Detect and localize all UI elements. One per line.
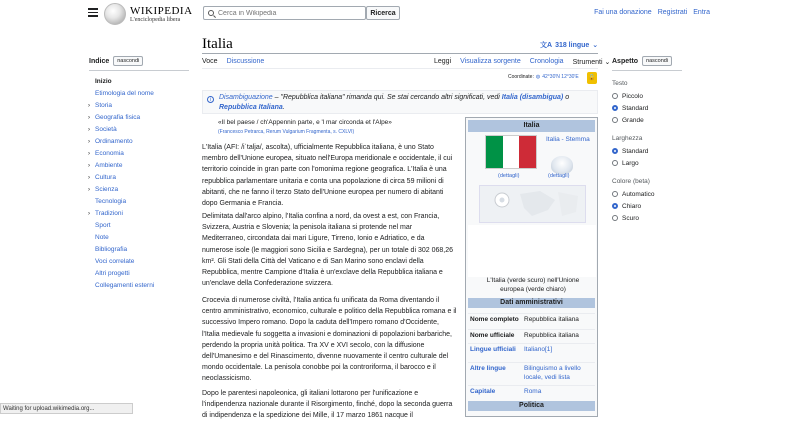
protection-lock-icon[interactable]: 🔒 (587, 72, 597, 84)
radio-label: Chiaro (622, 202, 642, 210)
toc-item-label: Tecnologia (95, 198, 127, 205)
toc-item[interactable] (89, 76, 189, 88)
radio-option[interactable] (612, 200, 682, 212)
radio-button-icon[interactable] (612, 105, 618, 111)
appearance-title: Aspetto (612, 57, 639, 65)
flag-red-band (519, 136, 536, 168)
infobox-value[interactable]: Italiano[1] (524, 346, 553, 353)
infobox-key: Nome completo (470, 316, 519, 323)
toc-item[interactable] (89, 88, 189, 100)
header (0, 0, 800, 28)
flag-green-band (486, 136, 503, 168)
color-label: Colore (beta) (612, 178, 650, 185)
tab-discussione[interactable]: Discussione (226, 58, 265, 65)
language-count: 318 lingue (555, 41, 590, 49)
width-options (612, 145, 682, 169)
paragraph-1: L'Italia (AFI: /iˈtalja/, ascolta), ufficialmente Repubblica italiana, è uno Stato membro dell'Unione europea, situato nell'Europa meridionale e occidentale, il cui territorio coincide in gran parte con l'omonima regione geografica. L'Italia è una repubblica parlamentare unitaria e conta una popolazione di circa 59 milioni di abitanti, che ne fanno il terzo Stato dell'Unione europea per numero di abitanti dopo Germania e Francia. (202, 144, 453, 208)
color-options (612, 188, 682, 224)
toc-item[interactable] (89, 112, 189, 124)
chevron-right-icon[interactable]: › (88, 103, 90, 109)
chevron-down-icon: ⌄ (604, 59, 611, 66)
infobox-row (468, 362, 595, 382)
status-bar: Waiting for upload.wikimedia.org... (0, 403, 133, 414)
infobox-row (468, 313, 595, 324)
radio-button-icon[interactable] (612, 160, 618, 166)
infobox-section-politics: Politica (468, 401, 595, 411)
infobox-title: Italia (468, 120, 595, 132)
toc-item[interactable] (89, 100, 189, 112)
infobox-key[interactable]: Capitale (470, 388, 496, 395)
text-size-label: Testo (612, 80, 628, 87)
paragraph-2: Delimitata dall'arco alpino, l'Italia confina a nord, da ovest a est, con Francia, Svizzera, Austria e Slovenia; la penisola italiana si protende nel mar Mediterraneo, circondata dai mari Ligure, Tirreno, Ionio e Adriatico, e da numerose isole (le maggiori sono Sicilia e Sardegna), per un totale di 302 068,26 km². Gli Stati della Città del Vaticano e di San Marino sono enclavi della Repubblica, mentre Campione d'Italia è un'exclave della Repubblica italiana e un'enclave della Confederazione svizzera. (202, 213, 453, 288)
page-title: Italia (202, 36, 233, 52)
appearance-panel (612, 56, 682, 224)
radio-option[interactable] (612, 145, 682, 157)
toc-item-label: Etimologia del nome (95, 90, 154, 97)
chevron-down-icon: ⌄ (592, 42, 599, 49)
flag-white-band (503, 136, 520, 168)
radio-option[interactable] (612, 90, 682, 102)
info-icon: i (207, 96, 214, 103)
tabs-divider (202, 68, 598, 69)
language-button[interactable] (540, 40, 598, 50)
hatnote-link-repubblica[interactable]: Repubblica Italiana (219, 104, 283, 111)
register-link[interactable]: Registrati (657, 9, 688, 16)
radio-label: Scuro (622, 214, 639, 222)
toc-item[interactable] (89, 268, 189, 280)
radio-option[interactable] (612, 102, 682, 114)
infobox-value: Repubblica italiana (524, 332, 579, 339)
toc-item-label: Tradizioni (95, 210, 123, 217)
chevron-right-icon[interactable]: › (88, 163, 90, 169)
infobox-key[interactable]: Lingue ufficiali (470, 346, 516, 353)
logo-tagline: L'enciclopedia libera (130, 17, 181, 23)
donate-link[interactable]: Fai una donazione (594, 9, 652, 16)
logo-title[interactable]: WIKIPEDIA (130, 5, 193, 17)
chevron-right-icon[interactable]: › (88, 175, 90, 181)
europe-map-icon (480, 186, 587, 224)
coordinates-value[interactable]: 42°30′N 12°30′E (542, 74, 579, 80)
toc-item[interactable] (89, 244, 189, 256)
paragraph-4: Dopo le parentesi napoleonica, gli italiani lottarono per l'unificazione e l'indipendenza nazionale durante il Risorgimento, finché, dopo la seconda guerra di indipendenza e la spedizione dei Mille, il 17 marzo 1861 nacque il (202, 390, 453, 420)
chevron-right-icon[interactable]: › (88, 187, 90, 193)
toc-item-label: Voci correlate (95, 258, 135, 265)
radio-label: Standard (622, 147, 649, 155)
search-box[interactable] (203, 6, 366, 20)
disambiguation-hatnote (202, 90, 598, 114)
globe-icon: ◍ (535, 74, 541, 80)
epigraph-source[interactable]: (Francesco Petrarca, Rerum Vulgarium Fragmenta, s. CXLVI) (218, 129, 355, 135)
flag-of-italy[interactable] (485, 135, 537, 169)
coat-of-arms-image[interactable] (551, 156, 573, 174)
table-of-contents (89, 56, 189, 292)
tab-cronologia[interactable]: Cronologia (529, 58, 564, 65)
tab-visualizza-sorgente[interactable]: Visualizza sorgente (460, 58, 521, 65)
infobox-key[interactable]: Altre lingue (470, 365, 506, 372)
toc-item[interactable] (89, 256, 189, 268)
toc-item-label: Note (95, 234, 109, 241)
toc-item-label: Inizio (95, 78, 112, 85)
map-caption: L'Italia (verde scuro) nell'Unione europea (verde chiaro) (486, 277, 580, 293)
chevron-right-icon[interactable]: › (88, 139, 90, 145)
chevron-right-icon[interactable]: › (88, 151, 90, 157)
chevron-right-icon[interactable]: › (88, 127, 90, 133)
width-label: Larghezza (612, 135, 643, 142)
infobox-value[interactable]: Roma (524, 388, 542, 395)
toc-item-label: Economia (95, 150, 124, 157)
toc-title: Indice (89, 57, 110, 65)
infobox-key: Nome ufficiale (470, 332, 515, 339)
appearance-header (612, 56, 682, 71)
search-icon (208, 10, 214, 16)
radio-button-icon[interactable] (612, 93, 618, 99)
user-links (594, 9, 710, 16)
search-input[interactable] (218, 8, 358, 18)
infobox-value: Repubblica italiana (524, 316, 579, 323)
login-link[interactable]: Entra (693, 9, 710, 16)
hatnote-mid: o (563, 94, 570, 101)
toc-item-label: Ambiente (95, 162, 123, 169)
tools-label: Strumenti (572, 59, 603, 66)
toc-item-label: Sport (95, 222, 111, 229)
coordinates-label: Coordinate: (508, 74, 534, 80)
radio-label: Standard (622, 104, 649, 112)
disambiguation-link[interactable]: Disambiguazione (219, 94, 273, 101)
toc-item[interactable] (89, 280, 189, 292)
tab-voce[interactable]: Voce (202, 58, 218, 69)
toc-item[interactable] (89, 124, 189, 136)
hatnote-text: – "Repubblica italiana" rimanda qui. Se stai cercando altri significati, vedi (272, 94, 502, 101)
toc-item-label: Ordinamento (95, 138, 133, 145)
emblem-label[interactable]: Italia - Stemma (546, 136, 590, 143)
radio-option[interactable] (612, 114, 682, 126)
radio-button-icon[interactable] (612, 203, 618, 209)
tab-leggi[interactable]: Leggi (434, 58, 451, 69)
radio-option[interactable] (612, 188, 682, 200)
infobox-row (468, 385, 595, 396)
emblem-details-link[interactable]: (dettagli) (548, 173, 570, 179)
toc-item[interactable] (89, 196, 189, 208)
chevron-right-icon[interactable]: › (88, 211, 90, 217)
toc-item[interactable] (89, 232, 189, 244)
toc-item-label: Storia (95, 102, 112, 109)
toc-item[interactable] (89, 184, 189, 196)
toc-item-label: Società (95, 126, 117, 133)
toc-item[interactable] (89, 136, 189, 148)
radio-button-icon[interactable] (612, 117, 618, 123)
paragraph-3: Crocevia di numerose civiltà, l'Italia antica fu unificata da Roma diventando il centro amministrativo, economico, culturale e politico della Repubblica romana e il successivo Impero romano. Dopo la caduta dell'Impero romano d'Occidente, l'Italia medievale fu soggetta a invasioni e dominazioni di popolazioni barbariche, perdendo la propria unità politica. Tra XV e XVI secolo, con la diffusione dell'Umanesimo e del Rinascimento, divenne nuovamente il centro culturale del mondo occidentale. La penisola conobbe poi la controriforma, il barocco e il neoclassicismo. (202, 297, 457, 383)
toc-item[interactable] (89, 160, 189, 172)
toc-list (89, 76, 189, 292)
toc-item-label: Bibliografia (95, 246, 128, 253)
coordinates[interactable] (508, 74, 579, 80)
epigraph-quote: «Il bel paese / ch'Appennin parte, e 'l mar circonda et l'Alpe» (218, 119, 392, 126)
toc-item-label: Collegamenti esterni (95, 282, 155, 289)
search-button[interactable]: Ricerca (366, 6, 400, 20)
radio-button-icon[interactable] (612, 215, 618, 221)
radio-label: Grande (622, 116, 644, 124)
radio-button-icon[interactable] (612, 148, 618, 154)
hatnote-end: . (282, 104, 285, 111)
toc-item[interactable] (89, 172, 189, 184)
infobox (465, 117, 598, 417)
locator-map-image[interactable] (479, 185, 586, 223)
infobox-row (468, 329, 595, 340)
hamburger-menu-icon[interactable] (88, 8, 98, 17)
radio-option[interactable] (612, 157, 682, 169)
hatnote-link-disambigua[interactable]: Italia (disambigua) (501, 94, 564, 101)
radio-label: Largo (622, 159, 639, 167)
toc-item[interactable] (89, 148, 189, 160)
chevron-right-icon[interactable]: › (88, 115, 90, 121)
radio-button-icon[interactable] (612, 191, 618, 197)
wikipedia-globe-logo[interactable] (104, 3, 126, 25)
toc-item-label: Altri progetti (95, 270, 130, 277)
toc-item[interactable] (89, 208, 189, 220)
radio-label: Piccolo (622, 92, 643, 100)
infobox-value[interactable]: Bilinguismo a livello locale, vedi lista (524, 365, 581, 381)
text-size-options (612, 90, 682, 126)
appearance-hide-button[interactable]: nascondi (642, 56, 672, 66)
radio-option[interactable] (612, 212, 682, 224)
toc-header (89, 56, 189, 71)
map-image-area (468, 225, 596, 277)
infobox-row (468, 343, 595, 354)
infobox-section-admin: Dati amministrativi (468, 298, 595, 308)
toc-item-label: Scienza (95, 186, 119, 193)
flag-details-link[interactable]: (dettagli) (498, 173, 520, 179)
toc-item-label: Geografia fisica (95, 114, 141, 121)
toc-item-label: Cultura (95, 174, 116, 181)
title-divider (202, 53, 598, 54)
radio-label: Automatico (622, 190, 655, 198)
toc-item[interactable] (89, 220, 189, 232)
toc-hide-button[interactable]: nascondi (113, 56, 143, 66)
translate-icon: 文A (540, 42, 553, 49)
